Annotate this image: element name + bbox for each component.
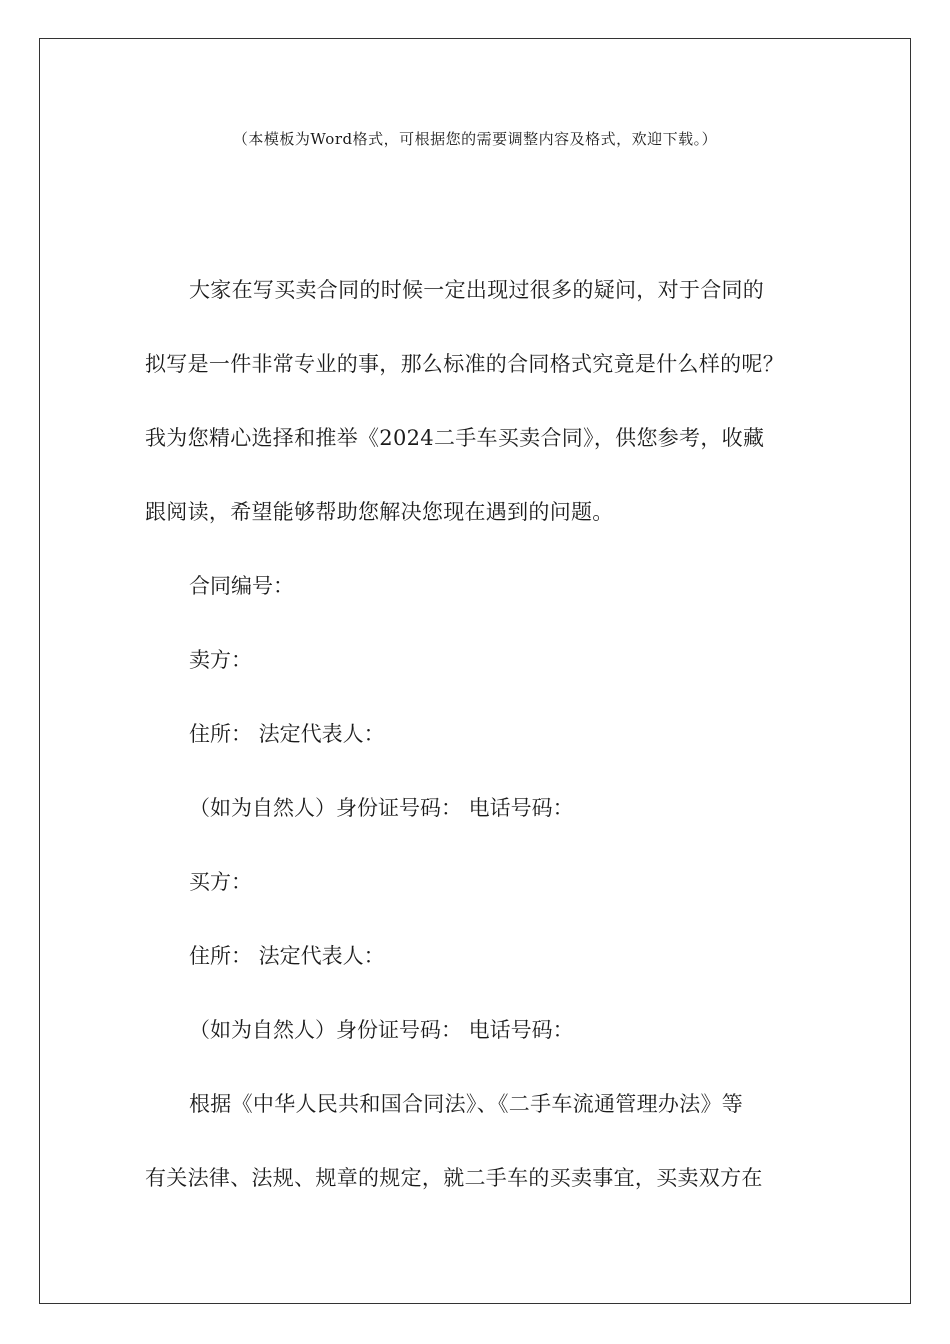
buyer-label: 买方： (189, 870, 252, 894)
intro-line: 我为您精心选择和推举《2024二手车买卖合同》，供您参考，收藏 (145, 426, 765, 450)
basis-paragraph (145, 1086, 805, 1234)
buyer-address-representative: 住所： 法定代表人： (189, 944, 385, 968)
seller-address-representative: 住所： 法定代表人： (189, 722, 385, 746)
intro-paragraph (145, 272, 805, 568)
intro-line: 跟阅读，希望能够帮助您解决您现在遇到的问题。 (145, 500, 614, 524)
intro-line: 大家在写买卖合同的时候一定出现过很多的疑问，对于合同的 (189, 278, 765, 302)
template-note: （本模板为Word格式，可根据您的需要调整内容及格式，欢迎下载。） (232, 130, 718, 148)
basis-line: 有关法律、法规、规章的规定，就二手车的买卖事宜，买卖双方在 (145, 1166, 763, 1190)
seller-id-phone: （如为自然人）身份证号码： 电话号码： (189, 796, 574, 820)
buyer-id-phone: （如为自然人）身份证号码： 电话号码： (189, 1018, 574, 1042)
basis-line: 根据《中华人民共和国合同法》、《二手车流通管理办法》等 (189, 1092, 744, 1116)
seller-label: 卖方： (189, 648, 252, 672)
contract-number-label: 合同编号： (189, 574, 294, 598)
intro-line: 拟写是一件非常专业的事，那么标准的合同格式究竟是什么样的呢？ (145, 352, 784, 376)
document-body (145, 272, 805, 1234)
